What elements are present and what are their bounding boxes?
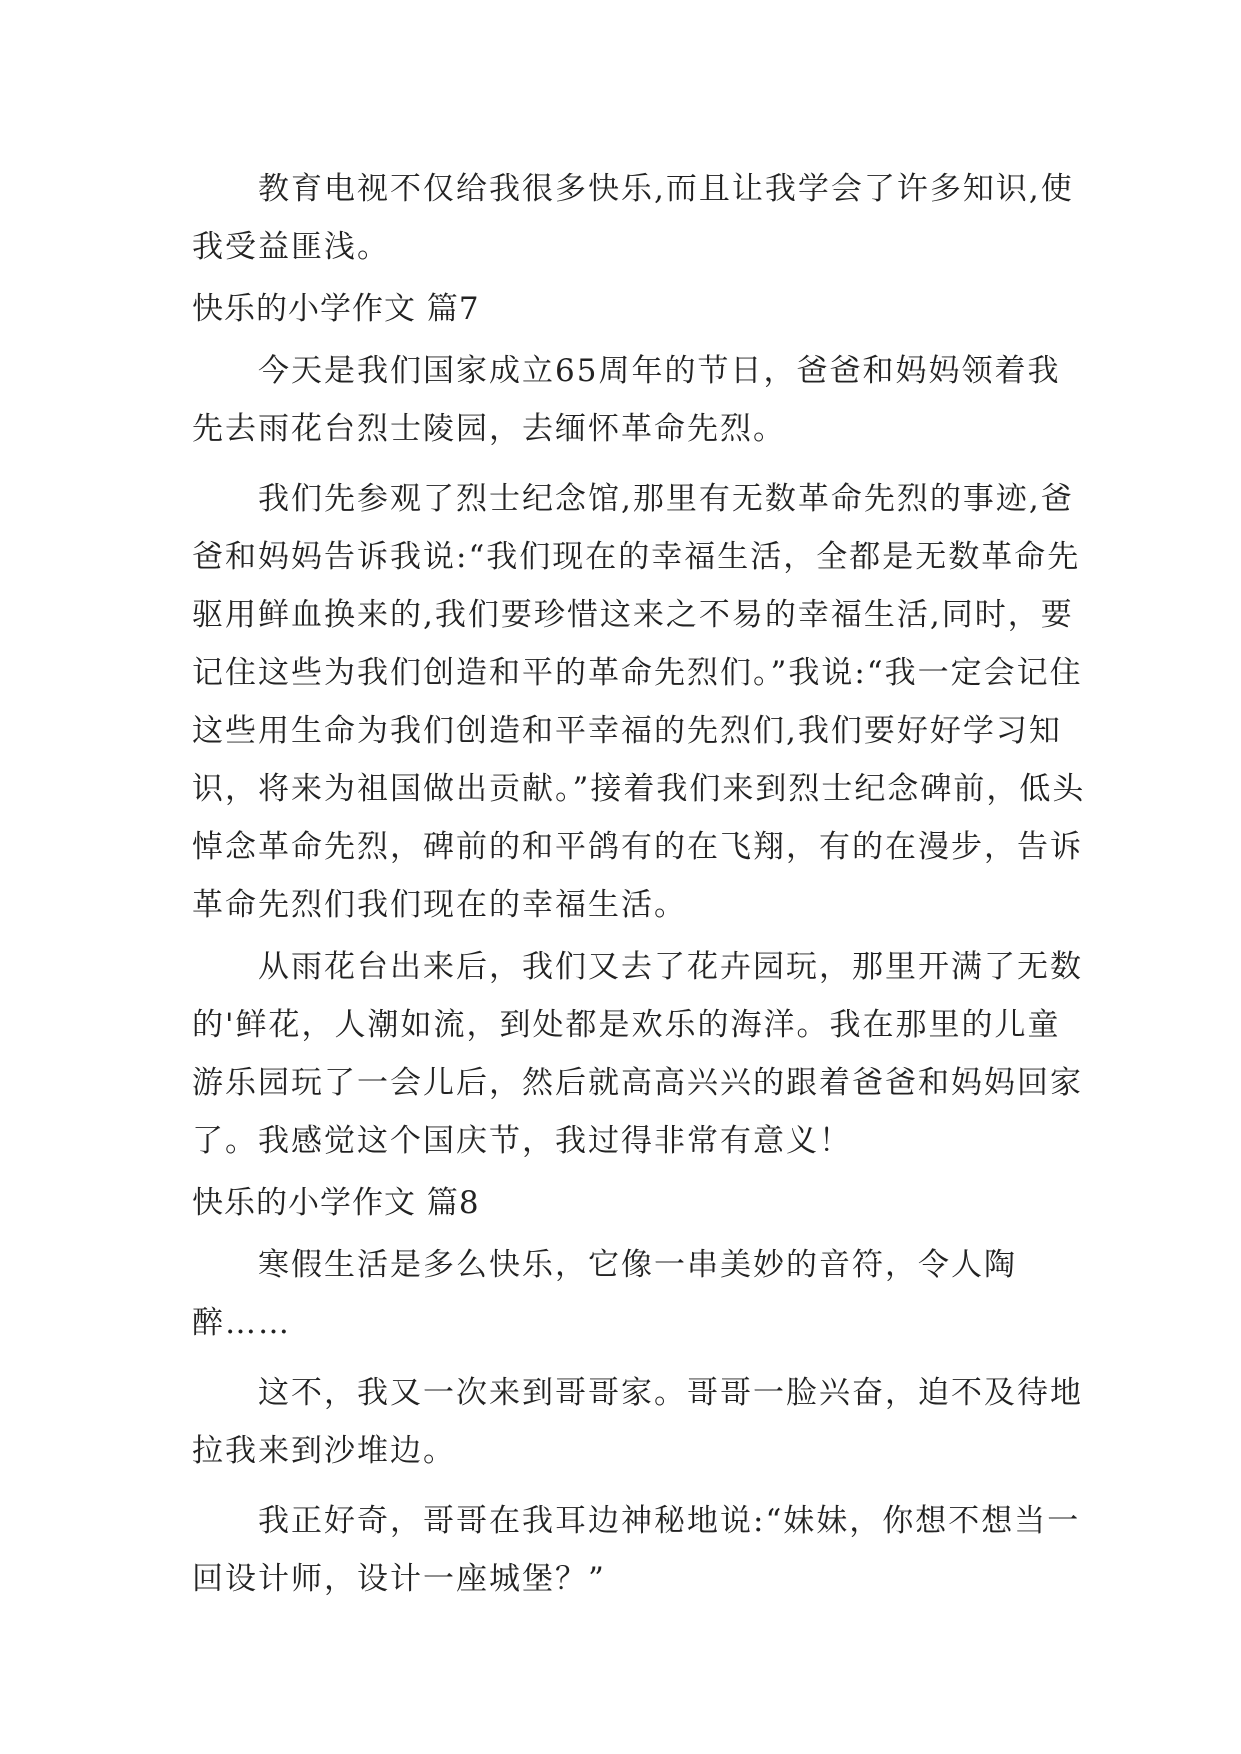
paragraph-memorial-hall: 我们先参观了烈士纪念馆,那里有无数革命先烈的事迹,爸爸和妈妈告诉我说:“我们现在的幸福生活，全都是无数革命先驱用鲜血换来的,我们要珍惜这来之不易的幸福生活,同时，要记住这些为我们创造和平的革命先烈们。”我说:“我一定会记住这些用生命为我们创造和平幸福的先烈们,我们要好好学习知识，将来为祖国做出贡献。”接着我们来到烈士纪念碑前，低头悼念革命先烈，碑前的和平鸽有的在飞翔，有的在漫步，告诉革命先烈们我们现在的幸福生活。 [192,481,1086,923]
paragraph-winter-break: 寒假生活是多么快乐，它像一串美妙的音符，令人陶醉…… [192,1247,1017,1341]
paragraph-education-tv: 教育电视不仅给我很多快乐,而且让我学会了许多知识,使我受益匪浅。 [192,171,1074,265]
section-heading-8: 快乐的小学作文 篇8 [192,1185,480,1221]
paragraph-brother-home: 这不，我又一次来到哥哥家。哥哥一脸兴奋，迫不及待地拉我来到沙堆边。 [192,1375,1083,1469]
paragraph-national-day: 今天是我们国家成立65周年的节日，爸爸和妈妈领着我先去雨花台烈士陵园，去缅怀革命先烈。 [192,353,1061,447]
paragraph-flower-park: 从雨花台出来后，我们又去了花卉园玩，那里开满了无数的'鲜花，人潮如流，到处都是欢乐的海洋。我在那里的儿童游乐园玩了一会儿后，然后就高高兴兴的跟着爸爸和妈妈回家了。我感觉这个国庆节，我过得非常有意义！ [192,949,1083,1159]
section-heading-7: 快乐的小学作文 篇7 [192,291,480,327]
paragraph-castle-designer: 我正好奇，哥哥在我耳边神秘地说:“妹妹，你想不想当一回设计师，设计一座城堡？” [192,1503,1081,1597]
document-body [192,160,1092,1608]
